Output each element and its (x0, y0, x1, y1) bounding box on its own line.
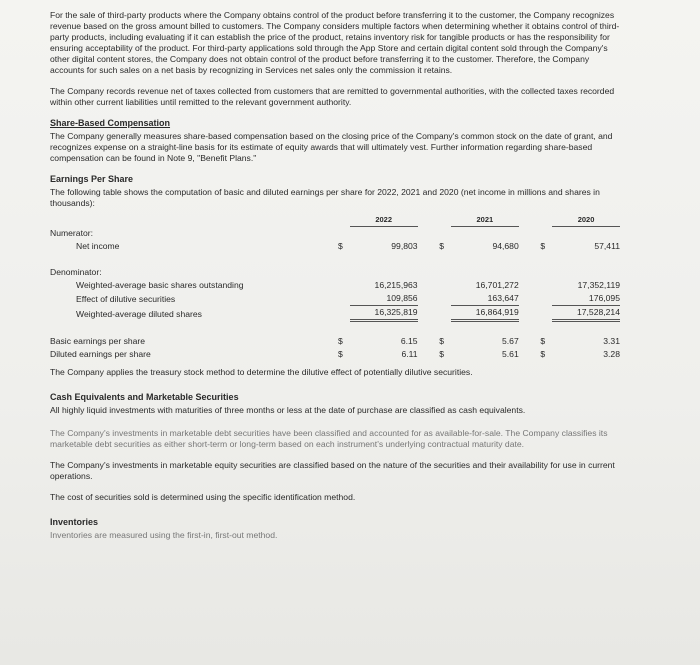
dilutive-label: Effect of dilutive securities (76, 293, 176, 304)
currency-symbol: $ (439, 336, 444, 346)
wa-basic-2020: 17,352,119 (577, 280, 620, 290)
year-2020: 2020 (552, 213, 620, 227)
wa-diluted-2022: 16,325,819 (350, 306, 418, 321)
revenue-taxes-paragraph: The Company records revenue net of taxes collected from customers that are remitted to governmental authorities, with the collected taxes recorded within other current liabilities until remitted to the relevant government authority. (50, 86, 615, 107)
equity-securities-paragraph: The Company's investments in marketable equity securities are classified based on the nature of the securities and their availability for use in current operations. (50, 460, 615, 481)
net-income-2022: 99,803 (391, 241, 418, 251)
currency-symbol: $ (540, 349, 546, 359)
cash-equivalents-heading: Cash Equivalents and Marketable Securities (50, 392, 239, 402)
currency-symbol: $ (540, 336, 546, 346)
currency-symbol: $ (439, 349, 444, 359)
wa-diluted-2021: 16,864,919 (451, 306, 519, 321)
currency-symbol: $ (338, 241, 343, 251)
diluted-eps-row (50, 348, 620, 361)
diluted-eps-2021: 5.61 (502, 349, 519, 359)
debt-securities-paragraph: The Company's investments in marketable debt securities have been classified and accounted for as available-for-sale. The Company classifies its marketable debt securities as either short-term or long-term based on each instrument's underlying contractual maturity date. (50, 428, 608, 449)
eps-intro-paragraph: The following table shows the computation of basic and diluted earnings per share for 2022, 2021 and 2020 (net income in millions and shares in thousands): (50, 187, 600, 208)
numerator-row (50, 227, 620, 241)
dilutive-2021: 163,647 (451, 292, 519, 306)
wa-diluted-label: Weighted-average diluted shares (76, 308, 202, 319)
numerator-label: Numerator: (50, 228, 93, 238)
wa-basic-2021: 16,701,272 (475, 280, 519, 290)
denominator-row (50, 266, 620, 279)
inventories-paragraph: Inventories are measured using the first-in, first-out method. (50, 530, 278, 540)
wa-diluted-2020: 17,528,214 (552, 306, 620, 321)
currency-symbol: $ (540, 241, 546, 251)
currency-symbol: $ (338, 336, 343, 346)
dilutive-2020: 176,095 (552, 292, 620, 306)
net-income-row (50, 240, 620, 253)
treasury-method-note: The Company applies the treasury stock method to determine the dilutive effect of potentially dilutive securities. (50, 367, 473, 377)
eps-heading: Earnings Per Share (50, 174, 134, 184)
net-income-2021: 94,680 (492, 241, 519, 251)
dilutive-2022: 109,856 (350, 292, 418, 306)
revenue-third-party-paragraph: For the sale of third-party products where the Company obtains control of the product before transferring it to the customer, the Company recognizes revenue based on the gross amount billed to customers. The Company considers multiple factors when determining whether it obtains control of third-party products, including evaluating if it can establish the price of the product, retains inventory risk for tangible products or has the responsibility for ensuring acceptability of the product. For third-party applications sold through the App Store and certain digital content sold through the Company's other digital content stores, the Company does not obtain control of the product before transferring it to the customer. Therefore, the Company accounts for such sales on a net basis by recognizing in Services net sales only the commission it retains. (50, 10, 620, 75)
currency-symbol: $ (439, 241, 444, 251)
denominator-label: Denominator: (50, 267, 102, 277)
eps-year-header-row (50, 213, 620, 227)
currency-symbol: $ (338, 349, 343, 359)
share-based-paragraph: The Company generally measures share-based compensation based on the closing price of the Company's common stock on the date of grant, and recognizes expense on a straight-line basis for its estimate of equity awards that will ultimately vest. Further information regarding share-based compensation can be found in Note 9, "Benefit Plans." (50, 131, 613, 163)
diluted-eps-label: Diluted earnings per share (50, 349, 151, 359)
wa-basic-row (50, 279, 620, 292)
basic-eps-2021: 5.67 (502, 336, 519, 346)
cash-equivalents-paragraph: All highly liquid investments with maturities of three months or less at the date of purchase are classified as cash equivalents. (50, 405, 526, 415)
document-content (50, 10, 620, 551)
basic-eps-row (50, 335, 620, 348)
basic-eps-2022: 6.15 (400, 336, 418, 346)
net-income-2020: 57,411 (594, 241, 620, 251)
wa-basic-label: Weighted-average basic shares outstanding (76, 280, 244, 290)
wa-basic-2022: 16,215,963 (374, 280, 418, 290)
dilutive-row (50, 292, 620, 306)
year-2021: 2021 (451, 213, 519, 227)
diluted-eps-2022: 6.11 (401, 349, 418, 359)
eps-table (50, 213, 620, 361)
inventories-heading: Inventories (50, 517, 99, 527)
diluted-eps-2020: 3.28 (603, 349, 620, 359)
net-income-label: Net income (76, 241, 120, 251)
basic-eps-2020: 3.31 (603, 336, 620, 346)
year-2022: 2022 (350, 213, 418, 227)
share-based-heading: Share-Based Compensation (50, 118, 171, 128)
wa-diluted-row (50, 306, 620, 321)
basic-eps-label: Basic earnings per share (50, 336, 146, 346)
cost-of-securities-paragraph: The cost of securities sold is determined using the specific identification method. (50, 492, 356, 502)
